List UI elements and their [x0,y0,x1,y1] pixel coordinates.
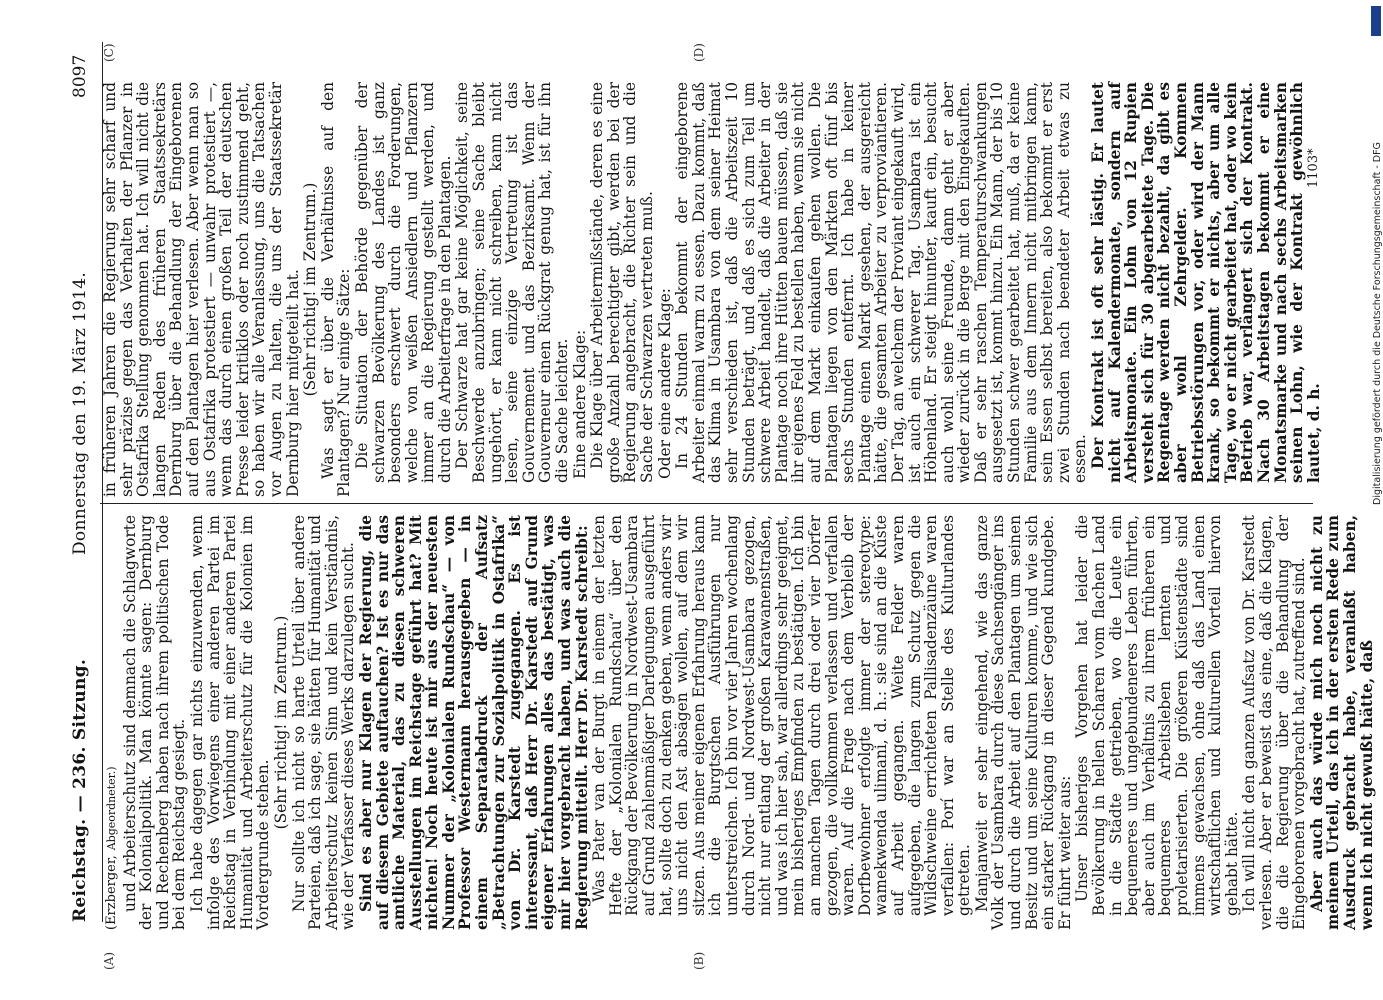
paragraph: Ich habe dagegen gar nichts einzuwenden, wenn infolge des Vorwiegens einer anderen Partei im Reichstag in Verbindung mit einer anderen Partei Humanität und Arbeiterschutz für die Kolonien im Vordergrunde stehen. [187,515,273,930]
speaker-role: Abgeordneter.) [105,766,118,851]
margin-mark-a: (A) [102,951,116,970]
page-header [58,0,98,1000]
footer-number: 1103* [1306,148,1321,188]
paragraph: Manjanweit er sehr eingehend, wie das ganze Volk der Usambara durch diese Sachsengänger ins und durch die Arbeit auf den Plantagen um seinen Besitz und um seine Kulturen komme, und wie sich ein starker Rückgang in dieser Gegend kundgebe. Er führt weiter aus: [972,515,1074,930]
quotation: In 24 Stunden bekommt der eingeborene Arbeiter einmal warm zu essen. Dazu kommt, daß das Klima in Usambara von dem seiner Heimat sehr verschieden ist, daß die Arbeitszeit 10 Stunden beträgt, und daß es sich zum Teil um schwere Arbeit handelt, daß die Arbeiter in der Plantage noch ihre Hütten bauen müssen, daß sie ihr eigenes Feld zu bestellen haben, wenn sie nicht auf dem Markt einkaufen gehen wollen. Die Plantagen liegen von den Märkten oft fünf bis sechs Stunden entfernt. Ich habe in keiner Plantage einen Markt gesehen, der ausgereicht hätte, die gesamten Arbeiter zu verproviantieren. Der Tag, an welchem der Proviant eingekauft wird, ist auch ein schwerer Tag. Usambara ist ein Höhenland. Er steigt hinunter, kauft ein, besucht auch wohl seine Freunde, dann geht er aber wieder zurück in die Berge mit den Eingekauften. Daß er sehr raschen Temperaturschwankungen ausgesetzt ist, kommt hinzu. Ein Mann, der bis 10 Stunden schwer gearbeitet hat, muß, da er keine Familie aus dem Innern nicht mitbringen kann, sein Essen selbst bereiten, also bekommt er erst zwei Stunden nach beendeter Arbeit etwas zu essen. [673,82,1090,483]
paragraph: Aber auch das würde mich noch nicht zu meinem Urteil, das ich in der ersten Rede zum Ausdruck gebracht habe, veranlaßt haben, wenn ich nicht gewußt hätte, daß [1307,515,1376,930]
paragraph: Nur sollte ich nicht so harte Urteil über andere Parteien, daß ich sage, sie hätten für Humanität und Arbeiterschutz keinen Sinn und kein Verständnis, wie der Verfasser dieses Werks darzulegen sucht. [289,515,358,930]
paragraph: und Arbeiterschutz sind demnach die Schlagworte der Kolonialpolitik. Man könnte sagen: Dernburg und Rechenberg haben nach ihrem politischen Tode bei dem Reichstag gesiegt. [120,515,189,930]
paragraph: Sind es aber nur Klagen der Regierung, die auf diesem Gebiete auftauchen? Ist es nur das amtliche Material, das zu diesen schweren Ausstellungen im Reichstage geführt hat? Mit nichten! Noch heute ist mir aus der neuesten Nummer der „Kolonialen Rundschau“ — von Professor Westermann herausgegeben — in einem Separatabdruck der Aufsatz „Betrachtungen zur Sozialpolitik in Ostafrika“ von Dr. Karstedt zugegangen. Es ist interessant, daß Herr Dr. Karstedt auf Grund eigener Erfahrungen alles das bestätigt, was mir hier vorgebracht haben, und was auch die Regierung mitteilt. Herr Dr. Karstedt schreibt: [356,515,591,930]
paragraph: Ich will nicht den ganzen Aufsatz von Dr. Karstedt verlesen. Aber er beweist das eine, daß die Klagen, die die Regierung über die Behandlung der Eingeborenen vorgebracht hat, zutreffend sind. [1240,515,1309,930]
margin-mark-d: (D) [692,43,706,62]
quotation: Die Situation der Behörde gegenüber der schwarzen Bevölkerung des Landes ist ganz besonders erschwert durch die Forderungen, welche von weißen Ansiedlern und Pflanzern immer an die Regierung gestellt werden, und durch die Arbeiterfrage in den Plantagen. [352,82,454,483]
speaker-name: (Erzberger, [104,855,119,930]
header-date: Donnerstag den 19. März 1914. [70,271,90,555]
quotation: Unser bisheriges Vorgehen hat leider die Bevölkerung in hellen Scharen vom flachen Land in die Städte getrieben, wo die Leute ein bequemeres und ungebundeneres Leben führten, aber auch im Verhältnis zu ihrem früheren ein bequemeres Arbeitsleben lernten und proletarisierten. Die größeren Küstenstädte sind immens gewachsen, ohne daß das Land einen wirtschaftlichen und kulturellen Vorteil hiervon gehabt hätte. [1073,515,1241,916]
paragraph: in früheren Jahren die Regierung sehr scharf und sehr präzise gegen das Verhalten der Pflanzer in Ostafrika Stellung genommen hat. Ich will nicht die langen Reden des früheren Staatssekretärs Dernburg über die Behandlung der Eingeborenen auf den Plantagen hier verlesen. Aber wenn man so aus Ostafrika protestiert — unwahr protestiert —, wenn das durch einen großen Teil der deutschen Presse leider kritiklos oder noch zustimmend geht, so haben wir alle Veranlassung, uns die Tatsachen vor Augen zu halten, die uns der Staatssekretär Dernburg hier mitgeteilt hat. [101,82,302,497]
interjection: (Sehr richtig! im Zentrum.) [301,182,320,397]
quotation: Was Pater van der Burgt in einem der letzten Hefte der „Kolonialen Rundschau“ über den Rückgang der Bevölkerung in Nordwest-Usambara auf Grund zahlenmäßiger Darlegungen ausgeführt hat, sollte doch zu denken geben, wenn anders wir uns nicht den Ast absägen wollen, auf dem wir sitzen. Aus meiner eigenen Erfahrung heraus kann ich die Burgtschen Ausführungen nur unterstreichen. Ich bin vor vier Jahren wochenlang durch Nord- und Nordwest-Usambara gezogen, nicht nur entlang der großen Karawanenstraßen, und was ich hier sah, war allerdings sehr geeignet, mein bisheriges Empfinden zu bestätigen. Ich bin an manchen Tagen durch drei oder vier Dörfer gezogen, die vollkommen verlassen und verfallen waren. Auf die Frage nach dem Verbleib der Dorfbewohner erfolgte immer der stereotype: wamekwenda ulimani, d. h.: sie sind an die Küste auf Arbeit gegangen. Weite Felder waren aufgegeben, die langen zum Schutz gegen die Wildschweine errichteten Pallisadenzäune waren verfallen: Porí war an Stelle des Kulturlandes getreten. [590,515,974,916]
interjection: (Sehr richtig! im Zentrum.) [271,615,290,830]
paragraph: Eine andere Klage: [570,329,589,479]
margin-mark-c: (C) [102,43,116,62]
left-column [102,515,1376,930]
quotation: Die Klage über Arbeitermißstände, deren es eine große Anzahl berechtigter gibt, werden bei der Regierung angebracht, die Richter sein und die Sache der Schwarzen vertreten muß. [588,82,656,483]
speaker-line [102,515,121,930]
column-rule [100,503,1313,504]
margin-mark-b: (B) [692,951,706,970]
quotation: Der Schwarze hat gar keine Möglichkeit, seine Beschwerde anzubringen; seine Sache bleibt ungehört, er kann nicht schreiben, kann nicht lesen, seine einzige Vertretung ist das Gouvernement und das Bezirksamt. Wenn der Gouverneur einen Rückgrat genug hat, ist für ihn die Sache leichter. [453,82,572,483]
dfg-logo: DFG [1371,6,1381,36]
page-number: 8097 [70,54,90,98]
header-left: Reichstag. — 236. Sitzung. [70,658,90,922]
digitization-credit: Digitalisierung gefördert durch die Deutsche Forschungsgemeinschaft - DFG [1372,142,1383,505]
quotation: Der Kontrakt ist oft sehr lästig. Er lautet nicht auf Kalendermonate, sondern auf Arbeitsmonate. Ein Lohn von 12 Rupien versteht sich für 30 abgearbeitete Tage. Die Regentage werden nicht bezahlt, da gibt es aber wohl Zehrgelder. Kommen Betriebsstörungen vor, oder wird der Mann krank, so bekommt er nichts, aber um alle Tage, wo er nicht gearbeitet hat, oder wo kein Betrieb war, verlängert sich der Kontrakt. Nach 30 Arbeitstagen bekommt er eine Monatsmarke und nach sechs Arbeitsmarken seinen Lohn, wie der Kontrakt gewöhnlich lautet, d. h. [1089,82,1323,483]
paragraph: Oder eine andere Klage: [655,288,674,479]
paragraph: Was sagt er über die Verhältnisse auf den Plantagen? Nur einige Sätze: [318,82,354,497]
